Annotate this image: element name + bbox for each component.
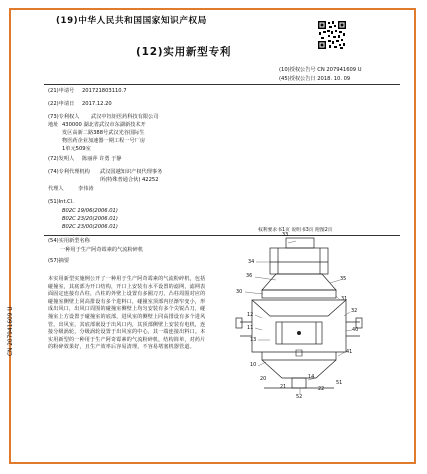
fig-label: 35 [340,276,347,282]
abstract-heading: (57)摘要 [48,258,70,264]
application-number-row: (21)申请号 201721803110.7 [48,88,127,94]
document-kind: (12)实用新型专利 [136,46,232,58]
agent-row: 代理人 李伟涛 [48,186,94,192]
abstract-text: 本实用新型实施例公开了一种用于生产阿奇霉素的气流粉碎机，包括碰撞室，其底部为开口结构，开口上安装有水平设置的滤网，滤网表面固定连接有凸柱，凸柱的外壁上设置有多圈刀刃，凸柱周围对应的碰撞室侧壁上同高排设有多个进料口，碰撞室顶部内径渐窄变小，形成出风口，出风口周围的碰撞室侧壁上均匀安装有多个尖锐凸刀，碰撞室上方设置于碰撞室的底部，进风室的侧壁上同高排设有多个进风管，出风室，其底部嵌设于出风口内，其顶部侧壁上安装有电机，连接分级涡轮，分级涡轮设置于出风室的中心，其一端连接出料口。本实用新型的一种用于生产阿奇霉素的气流粉碎机，结构简单，对药片的粉碎效果好，且生产效率后容易清理，不容易堵塞机器管道。 [48,276,206,351]
separator-cone [262,274,336,290]
fig-label: 51 [336,380,343,386]
fig-label: 41 [346,349,353,355]
fig-label: 36 [246,273,253,279]
fig-label: 12 [247,312,254,318]
flange [262,290,336,298]
title-heading: (54)实用新型名称 [48,238,90,244]
fig-label: 14 [308,374,315,380]
fig-label: 32 [351,308,358,314]
fig-label: 21 [280,384,287,390]
side-publication-number: CN 207941609 U [8,306,14,356]
patentee-row: (73)专利权人 武汉中钰钜医药科技有限公司 [48,114,159,120]
intcl-heading: (51)Int.Cl. [48,199,74,205]
utility-model-title: 一种用于生产阿奇霉素的气流粉碎机 [60,247,144,253]
chamber-top-taper [252,300,346,316]
fig-label: 13 [250,337,257,343]
agency-block: (74)专利代理机构 武汉国越知识产权代理事务 所(特殊普通合伙) 42252 [48,169,163,183]
fig-label: 30 [236,289,243,295]
ipc-1: B02C 19/06(2006.01) [62,208,118,214]
publication-date: (45)授权公告日 2018. 10. 09 [279,76,351,82]
fig-label: 33 [282,232,289,238]
discharge-pipe [292,378,306,388]
application-date-row: (22)申请日 2017.12.20 [48,101,112,107]
publication-number: (10)授权公告号 CN 207941609 U [279,67,362,73]
outlet-chamber [270,248,328,274]
fig-label: 40 [352,327,359,333]
motor-top [286,238,314,248]
inventors-row: (72)发明人 陈丽萍 许勇 于静 [48,156,122,162]
motor-lines [270,248,328,274]
fig-label: 34 [248,259,255,265]
fig-label: 20 [260,376,267,382]
fig-label: 22 [318,386,325,392]
fig-label: 31 [341,296,348,302]
fig-label: 10 [250,362,257,368]
ipc-3: B02C 23/00(2006.01) [62,224,118,230]
page-counts: 权利要求书1页 说明书3页 附图2页 [258,228,333,233]
ipc-2: B02C 23/20(2006.01) [62,216,118,222]
address-block: 地址 430000 湖北省武汉市东湖新技术开 发区高新二路388号武汉光谷国际生 物医药企业加速器一期工程一号厂房 1单元509室 [48,122,146,152]
air-inlet-chamber [262,360,336,378]
fig-label: 11 [247,325,254,331]
fig-label: 52 [296,394,303,400]
patent-office: (19)中华人民共和国国家知识产权局 [56,16,207,26]
